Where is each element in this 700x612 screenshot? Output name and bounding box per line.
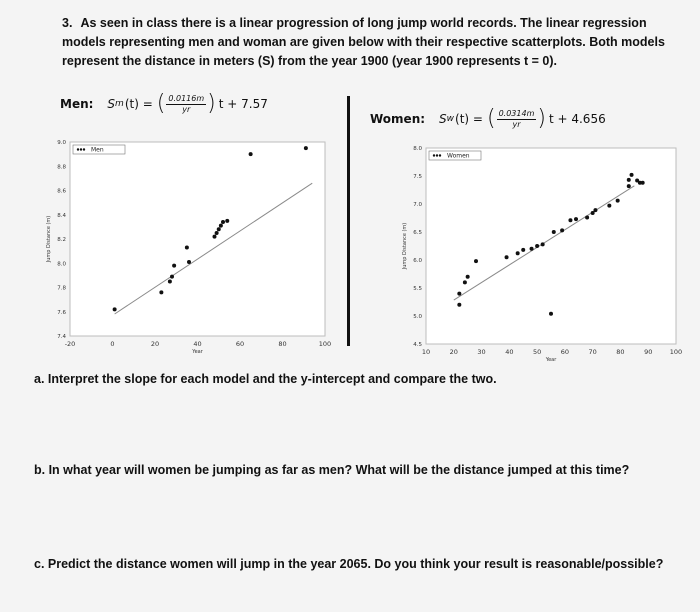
data-point	[552, 230, 556, 234]
men-model-label: Men:	[60, 97, 94, 111]
data-point	[616, 199, 620, 203]
data-point	[530, 247, 534, 251]
data-point	[541, 242, 545, 246]
data-point	[215, 231, 219, 235]
x-tick-label: 60	[560, 348, 570, 356]
data-point	[535, 244, 539, 248]
data-point	[463, 280, 467, 284]
legend-marker	[439, 154, 441, 156]
question-header	[62, 14, 672, 71]
y-tick-label: 8.6	[57, 188, 66, 195]
data-point	[457, 292, 461, 296]
y-tick-label: 5.0	[413, 314, 422, 320]
women-slope-denominator: yr	[512, 119, 521, 129]
y-tick-label: 4.5	[413, 342, 422, 348]
y-tick-label: 6.5	[413, 230, 422, 236]
legend-marker	[83, 148, 85, 150]
x-axis-label: Year	[192, 349, 203, 355]
legend-marker	[77, 148, 79, 150]
x-tick-label: 80	[278, 340, 287, 348]
women-slope-numerator: 0.0314m	[498, 108, 535, 118]
y-tick-label: 7.4	[57, 334, 66, 340]
x-tick-label: 0	[110, 340, 115, 348]
men-model-lhs: S	[107, 97, 116, 111]
men-model-rest: t + 7.57	[218, 97, 268, 111]
data-point	[568, 218, 572, 222]
data-point	[505, 255, 509, 259]
part-c: c. Predict the distance women will jump in the year 2065. Do you think your result is reasonable/possible?	[34, 557, 664, 571]
women-model-subscript: w	[446, 114, 455, 124]
question-text: As seen in class there is a linear progression of long jump world records. The linear regression models representing men and woman are given below with their respective scatterplots. Both models represent the distance in meters (S) from the year 1900 (year 1900 represents t = 0).	[62, 16, 665, 68]
y-tick-label: 8.8	[57, 164, 66, 171]
data-point	[630, 173, 634, 177]
question-number: 3.	[62, 16, 73, 30]
plot-area	[70, 142, 325, 336]
men-model-subscript: m	[115, 99, 124, 109]
x-tick-label: 20	[150, 340, 160, 348]
men-slope-denominator: yr	[182, 104, 191, 114]
x-tick-label: 60	[235, 340, 245, 348]
y-tick-label: 7.0	[413, 202, 422, 208]
data-point	[593, 208, 597, 212]
data-point	[641, 181, 645, 185]
data-point	[185, 245, 189, 249]
data-point	[219, 224, 223, 228]
men-slope-fraction	[166, 94, 206, 115]
y-tick-label: 7.8	[57, 285, 66, 292]
y-tick-label: 6.0	[413, 258, 422, 264]
y-tick-label: 7.6	[57, 309, 66, 316]
legend-marker	[433, 154, 435, 156]
data-point	[560, 228, 564, 232]
x-tick-label: 10	[421, 348, 431, 356]
women-model-lhs: S	[439, 112, 447, 126]
x-tick-label: -20	[64, 340, 76, 348]
x-tick-label: 40	[193, 340, 202, 348]
women-model-formula: Women: S w (t) = ( $\frac{0.0314m}{yr}$ ) t + 4.656	[370, 106, 606, 131]
x-tick-label: 30	[477, 348, 486, 356]
x-tick-label: 20	[449, 348, 458, 356]
y-tick-label: 7.5	[413, 174, 422, 180]
data-point	[304, 146, 308, 150]
data-point	[457, 303, 461, 307]
data-point	[516, 251, 520, 255]
data-point	[168, 279, 172, 283]
x-axis-label: Year	[545, 357, 557, 363]
legend-label: Women	[447, 152, 470, 160]
data-point	[217, 227, 221, 231]
y-tick-label: 8.0	[57, 261, 66, 268]
x-tick-label: 80	[616, 348, 625, 356]
data-point	[574, 217, 578, 221]
data-point	[113, 307, 117, 311]
data-point	[549, 312, 553, 316]
men-model-arg: (t) =	[124, 97, 153, 111]
x-tick-label: 70	[588, 348, 597, 356]
x-tick-label: 100	[669, 348, 683, 356]
x-tick-label: 50	[532, 348, 542, 356]
x-tick-label: 100	[318, 340, 332, 348]
women-model-arg: (t) =	[455, 112, 483, 126]
legend-marker	[436, 154, 438, 156]
women-model-label: Women:	[370, 112, 426, 126]
x-tick-label: 90	[644, 348, 653, 356]
data-point	[521, 248, 525, 252]
data-point	[159, 290, 163, 294]
x-tick-label: 40	[505, 348, 514, 356]
data-point	[474, 259, 478, 263]
data-point	[585, 215, 589, 219]
data-point	[170, 275, 174, 279]
y-tick-label: 9.0	[57, 140, 66, 146]
men-slope-numerator: 0.0116m	[168, 93, 205, 103]
women-slope-fraction	[497, 109, 537, 130]
column-divider	[347, 96, 350, 346]
y-axis-label: Jump Distance (m)	[46, 215, 52, 263]
data-point	[627, 178, 631, 182]
part-b: b. In what year will women be jumping as far as men? What will be the distance jumped at this time?	[34, 463, 630, 477]
data-point	[249, 152, 253, 156]
men-model-formula: Men: S m (t) = ( $\frac{0.0116m}{yr}$ ) t + 7.57	[60, 91, 268, 116]
legend-label: Men	[91, 146, 104, 154]
men-scatter-chart	[30, 130, 340, 355]
y-tick-label: 8.0	[413, 146, 422, 152]
part-a: a. Interpret the slope for each model and the y-intercept and compare the two.	[34, 372, 497, 386]
data-point	[187, 260, 191, 264]
legend-marker	[80, 148, 82, 150]
y-tick-label: 5.5	[413, 286, 422, 292]
data-point	[221, 220, 225, 224]
data-point	[172, 264, 176, 268]
data-point	[466, 275, 470, 279]
data-point	[213, 235, 217, 239]
y-tick-label: 8.2	[57, 237, 66, 243]
women-scatter-chart	[390, 138, 690, 363]
y-tick-label: 8.4	[57, 212, 66, 219]
data-point	[627, 184, 631, 188]
data-point	[225, 219, 229, 223]
women-model-rest: t + 4.656	[548, 112, 606, 126]
data-point	[607, 204, 611, 208]
y-axis-label: Jump Distance (m)	[402, 222, 408, 270]
